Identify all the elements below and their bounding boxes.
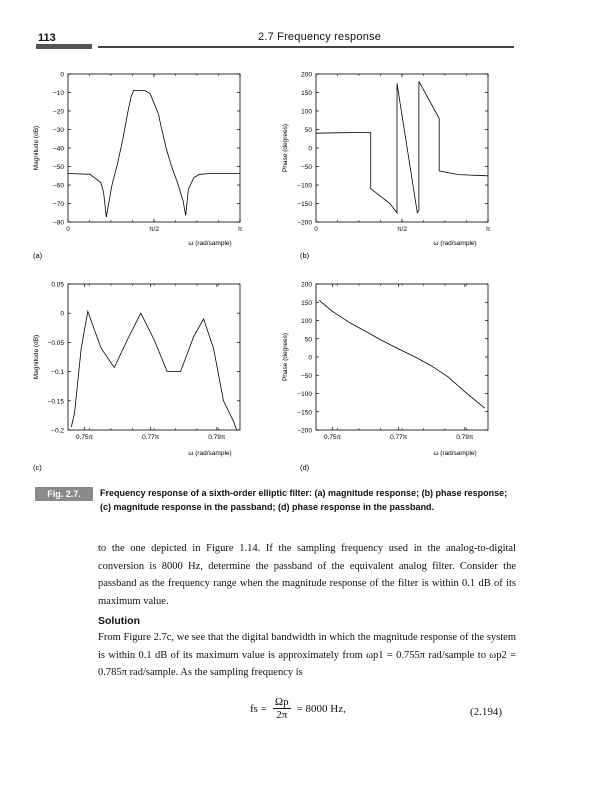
y-tick-label: −0.1 [51, 369, 64, 377]
y-tick-label: −30 [52, 127, 64, 134]
panel-label: (a) [33, 251, 43, 260]
y-tick-label: 100 [301, 108, 312, 116]
x-axis-label: ω (rad/sample) [188, 450, 232, 457]
chart-panel-a [33, 72, 243, 261]
y-tick-label: −60 [52, 182, 64, 190]
y-tick-label: 0 [60, 310, 64, 318]
x-axis-label: ω (rad/sample) [433, 450, 477, 457]
y-tick-label: −0.2 [51, 427, 64, 435]
x-tick-label: π/2 [149, 226, 159, 233]
y-tick-label: 50 [304, 127, 312, 134]
x-tick-label: 0.75π [75, 434, 94, 441]
y-tick-label: 100 [301, 318, 312, 325]
y-tick-label: −10 [52, 90, 64, 97]
chart-panel-b [282, 72, 491, 261]
y-tick-label: −100 [297, 391, 312, 398]
plot-frame [68, 284, 240, 430]
y-tick-label: 50 [304, 336, 312, 344]
solution-text: From Figure 2.7c, we see that the digital bandwidth in which the magnitude response of the system is within 0.1 dB of its maximum value is approximately from ωp1 = 0.755π rad/sample to ωp2 = 0.785π rad/sample. As the sampling frequency is [98, 632, 516, 678]
equation-lhs: fs = [250, 702, 267, 715]
y-tick-label: −50 [300, 372, 312, 380]
y-tick-label: 0 [60, 71, 64, 79]
y-tick-label: −40 [52, 145, 64, 153]
equation-2-194 [250, 696, 346, 721]
data-series-line [316, 81, 488, 212]
y-tick-label: −20 [52, 108, 64, 116]
x-axis-label: ω (rad/sample) [433, 240, 477, 247]
y-axis-label: Magnitude (dB) [33, 125, 40, 171]
equation-numerator: Ωp [274, 696, 289, 708]
y-tick-label: −50 [52, 164, 64, 171]
y-tick-label: 200 [301, 281, 312, 289]
x-tick-label: 0.77π [142, 434, 160, 441]
x-tick-label: π/2 [397, 226, 407, 233]
data-series-line [71, 311, 236, 430]
y-axis-label: Phase (degrees) [282, 332, 289, 382]
running-header: 2.7 Frequency response [258, 31, 382, 43]
x-tick-label: 0.77π [390, 434, 408, 441]
panel-label: (c) [33, 463, 42, 472]
x-axis-label: ω (rad/sample) [188, 240, 232, 247]
y-tick-label: −0.15 [47, 398, 64, 406]
panel-label: (b) [300, 251, 310, 260]
plot-frame [316, 74, 488, 222]
y-tick-label: 0 [308, 145, 312, 153]
figure-caption: Frequency response of a sixth-order elliptic filter: (a) magnitude response; (b) phase response; (c) magnitude response in the passband; (d) phase response in the passband. [100, 488, 508, 512]
body-paragraph: to the one depicted in Figure 1.14. If the sampling frequency used in the analog-to-digital conversion is 8000 Hz, determine the passband of the equivalent analog filter. Consider the passband as the frequency range when the magnitude response of the filter is within 0.1 dB of its maximum value. [98, 543, 516, 607]
data-series-line [68, 90, 240, 217]
x-tick-label: 0.75π [323, 434, 342, 441]
x-tick-label: π [237, 226, 243, 233]
plot-frame [316, 284, 488, 430]
data-series-line [319, 300, 484, 408]
y-tick-label: 200 [301, 71, 312, 79]
figure-tag: Fig. 2.7. [35, 487, 93, 501]
equation-number: (2.194) [470, 706, 503, 718]
y-tick-label: −80 [52, 219, 64, 227]
y-tick-label: 150 [301, 299, 312, 307]
x-tick-label: π [485, 226, 491, 233]
equation-rhs: = 8000 Hz, [296, 702, 346, 715]
y-tick-label: −0.05 [47, 339, 64, 347]
y-tick-label: −150 [297, 201, 312, 208]
y-axis-label: Phase (degrees) [282, 123, 289, 173]
equation-fraction [273, 696, 291, 721]
chart-panel-c [33, 282, 240, 473]
y-tick-label: 0.05 [51, 281, 64, 289]
y-tick-label: −200 [297, 219, 312, 227]
equation-denominator: 2π [276, 709, 288, 721]
y-tick-label: −150 [297, 409, 312, 417]
page-number: 113 [38, 32, 56, 44]
x-tick-label: 0.79π [456, 434, 474, 441]
y-tick-label: −50 [300, 164, 312, 171]
x-tick-label: 0 [66, 226, 70, 233]
solution-heading: Solution [98, 615, 140, 627]
x-tick-label: 0 [314, 226, 318, 233]
y-tick-label: −200 [297, 427, 312, 435]
y-tick-label: 150 [301, 90, 312, 97]
x-tick-label: 0.79π [208, 434, 226, 441]
y-axis-label: Magnitude (dB) [33, 334, 40, 380]
y-tick-label: −100 [297, 182, 312, 190]
plot-frame [68, 74, 240, 222]
y-tick-label: 0 [308, 354, 312, 362]
chart-panel-d [282, 282, 488, 473]
y-tick-label: −70 [52, 201, 64, 208]
panel-label: (d) [300, 463, 310, 472]
